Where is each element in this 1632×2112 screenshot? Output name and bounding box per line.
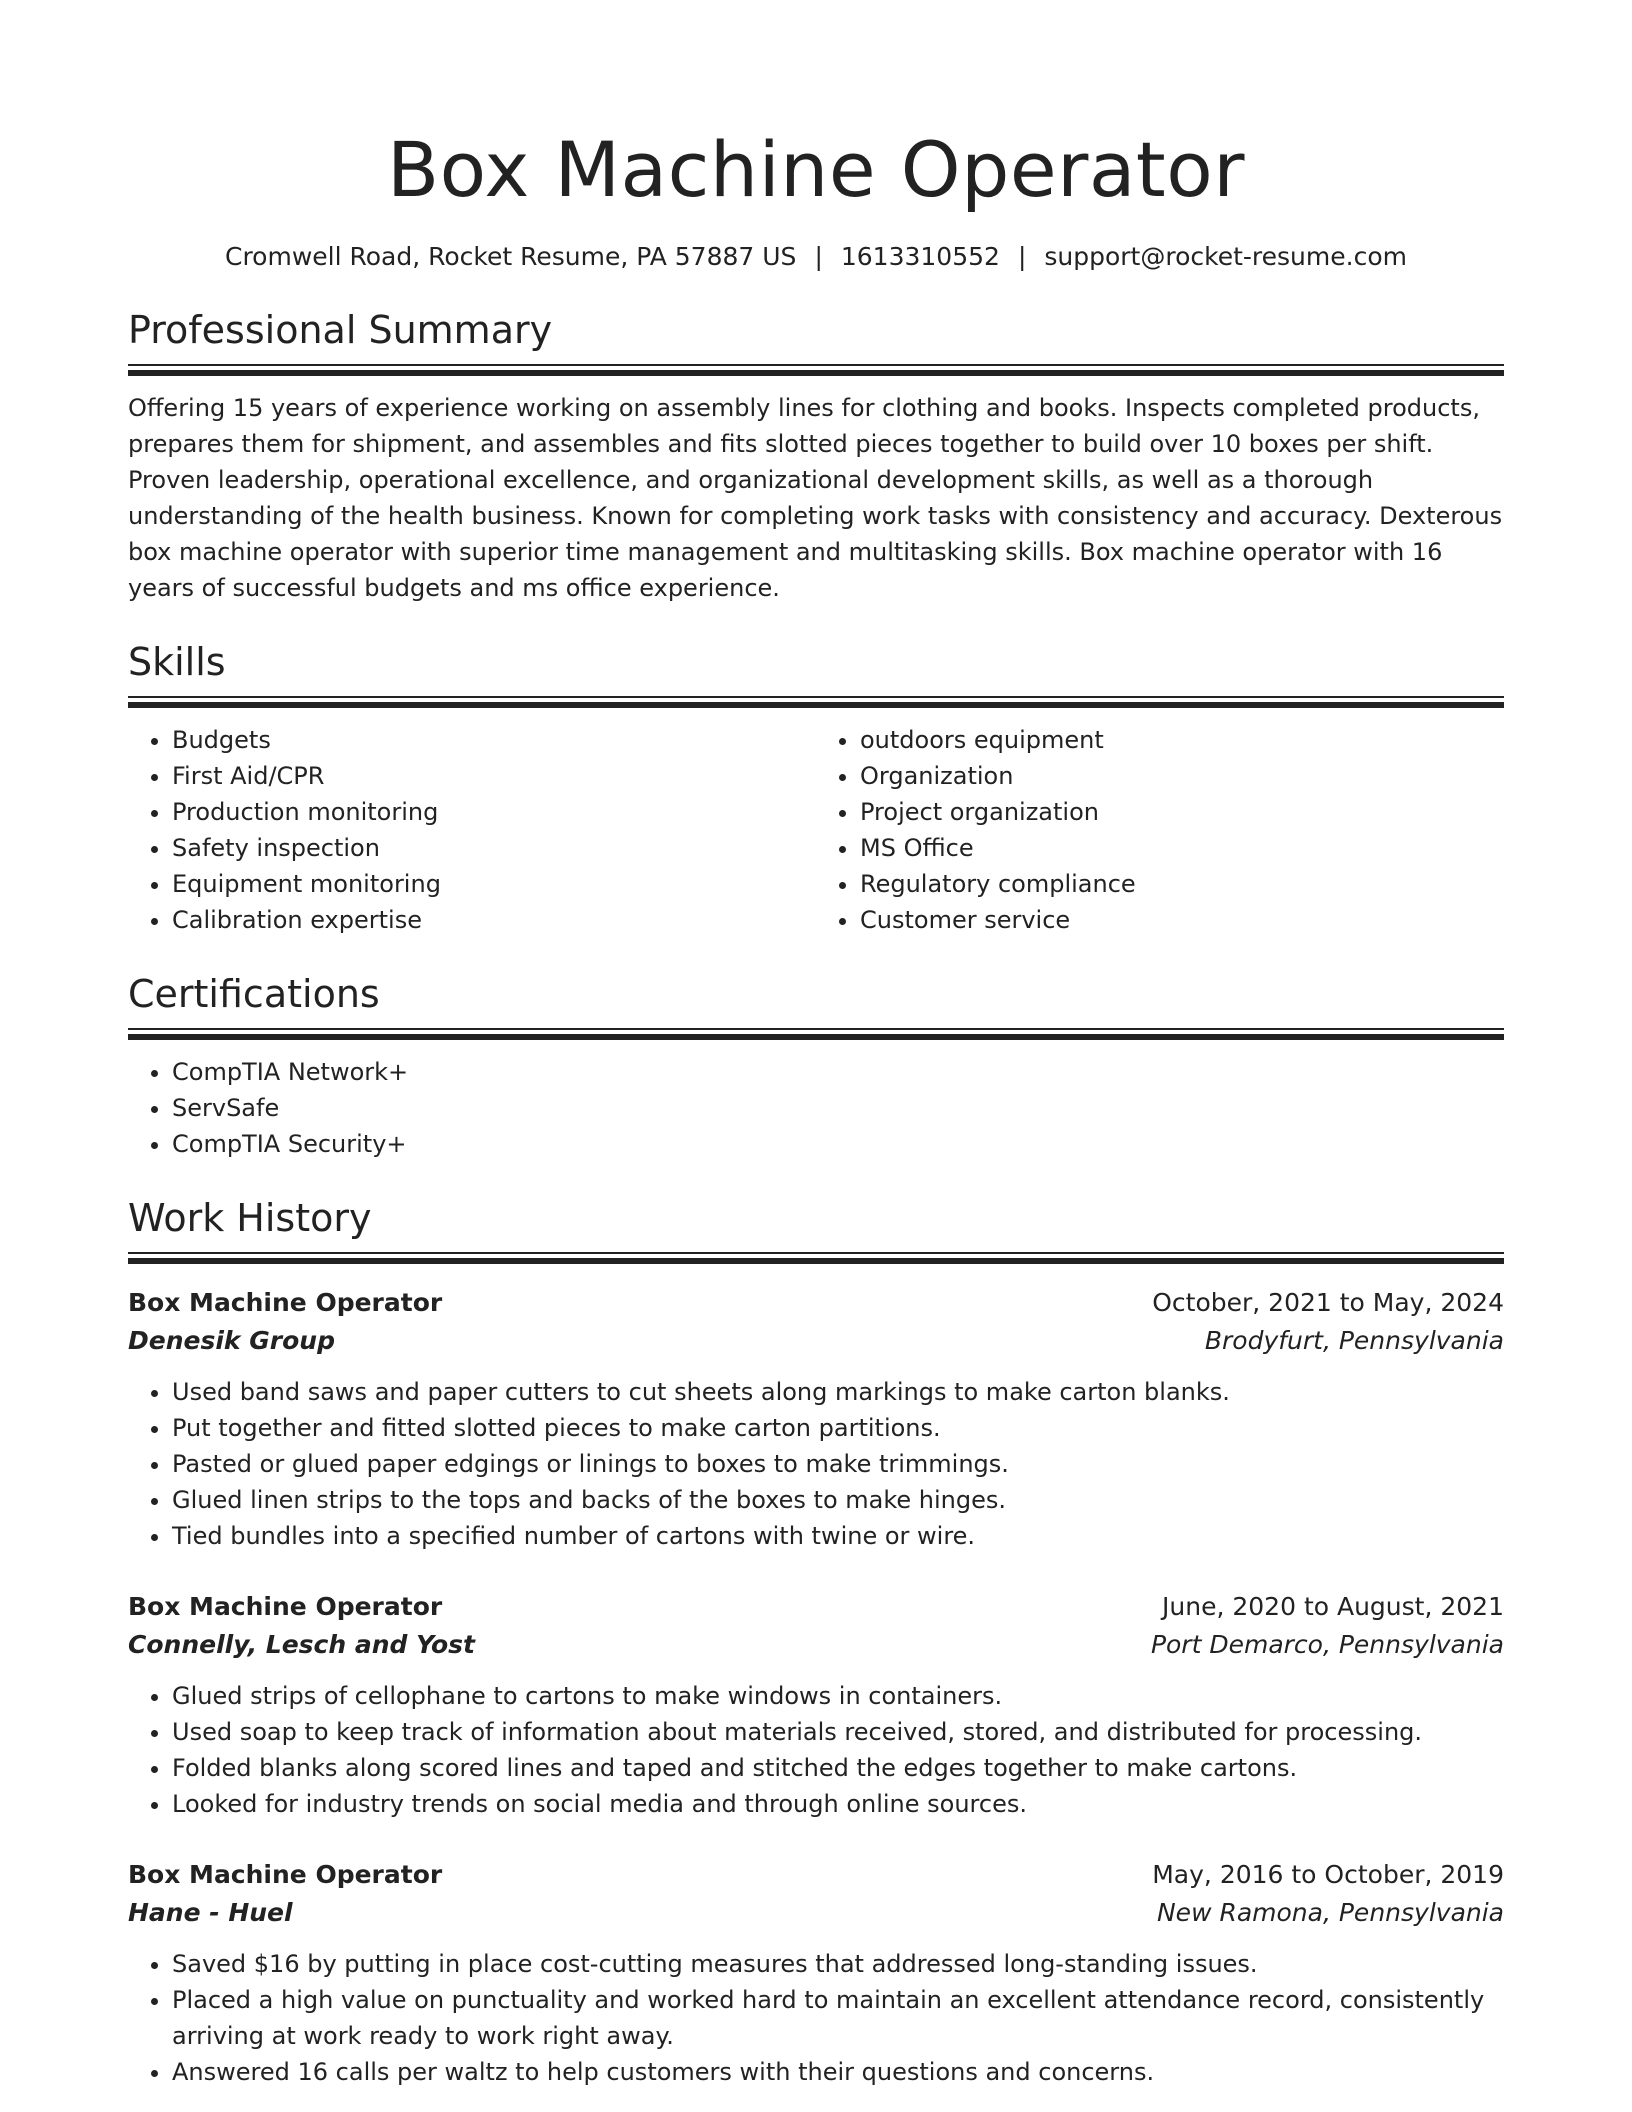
- contact-email: support@rocket-resume.com: [1044, 242, 1407, 271]
- certification-item: • CompTIA Security+: [172, 1126, 1504, 1162]
- skill-item: • Customer service: [860, 902, 1504, 938]
- job-bullet: • Glued strips of cellophane to cartons to make windows in containers.: [172, 1678, 1504, 1714]
- job-dates: May, 2016 to October, 2019: [1152, 1860, 1504, 1889]
- contact-phone: 1613310552: [840, 242, 1000, 271]
- certification-item: • CompTIA Network+: [172, 1054, 1504, 1090]
- skill-item: • First Aid/CPR: [172, 758, 816, 794]
- job-company: Connelly, Lesch and Yost: [128, 1630, 476, 1659]
- job-title: Box Machine Operator: [128, 1860, 443, 1889]
- summary-section: [128, 306, 1504, 606]
- skills-section: [128, 638, 1504, 938]
- section-divider: [128, 364, 1504, 376]
- job-title: Box Machine Operator: [128, 1288, 443, 1317]
- job-company: Hane - Huel: [128, 1898, 293, 1927]
- job-bullet: • Looked for industry trends on social media and through online sources.: [172, 1786, 1504, 1822]
- job-bullet: • Glued linen strips to the tops and backs of the boxes to make hinges.: [172, 1482, 1504, 1518]
- job-bullet: • Answered 16 calls per waltz to help customers with their questions and concerns.: [172, 2054, 1504, 2090]
- skill-item: • Calibration expertise: [172, 902, 816, 938]
- skill-item: • Production monitoring: [172, 794, 816, 830]
- job-title: Box Machine Operator: [128, 1592, 443, 1621]
- skill-item: • Organization: [860, 758, 1504, 794]
- job-bullet: • Used band saws and paper cutters to cut sheets along markings to make carton blanks.: [172, 1374, 1504, 1410]
- job-header-row: [128, 1284, 1504, 1322]
- work-history-section: [128, 1194, 1504, 2090]
- job-subheader-row: [128, 1626, 1504, 1664]
- job-entry: [128, 1588, 1504, 1822]
- job-bullet: • Folded blanks along scored lines and taped and stitched the edges together to make cartons.: [172, 1750, 1504, 1786]
- certification-item: • ServSafe: [172, 1090, 1504, 1126]
- skills-grid: [128, 708, 1504, 938]
- contact-separator: |: [814, 242, 823, 271]
- section-title-work-history: Work History: [128, 1196, 372, 1240]
- section-title-certifications: Certifications: [128, 972, 380, 1016]
- job-bullet: • Saved $16 by putting in place cost-cutting measures that addressed long-standing issues.: [172, 1946, 1504, 1982]
- skills-list-left: [128, 722, 816, 938]
- skill-item: • Safety inspection: [172, 830, 816, 866]
- section-title-skills: Skills: [128, 640, 226, 684]
- summary-text: Offering 15 years of experience working on assembly lines for clothing and books. Inspects completed products, prepares them for shipment, and assembles and fits slotted pieces together to build over 10 boxes per shift. Proven leadership, operational excellence, and organizational development skills, as well as a thorough understanding of the health business. Known for completing work tasks with consistency and accuracy. Dexterous box machine operator with superior time management and multitasking skills. Box machine operator with 16 years of successful budgets and ms office experience.: [128, 394, 1503, 602]
- contact-address: Cromwell Road, Rocket Resume, PA 57887 US: [225, 242, 797, 271]
- section-divider: [128, 696, 1504, 708]
- skill-item: • Regulatory compliance: [860, 866, 1504, 902]
- skill-item: • outdoors equipment: [860, 722, 1504, 758]
- section-title-summary: Professional Summary: [128, 308, 553, 352]
- certifications-section: [128, 970, 1504, 1162]
- skill-item: • MS Office: [860, 830, 1504, 866]
- job-bullets: [128, 1946, 1504, 2090]
- job-bullet: • Used soap to keep track of information about materials received, stored, and distributed for processing.: [172, 1714, 1504, 1750]
- job-location: Brodyfurt, Pennsylvania: [1204, 1326, 1504, 1355]
- job-bullet: • Put together and fitted slotted pieces to make carton partitions.: [172, 1410, 1504, 1446]
- job-header-row: [128, 1856, 1504, 1894]
- skill-item: • Project organization: [860, 794, 1504, 830]
- job-subheader-row: [128, 1322, 1504, 1360]
- job-bullet: • Placed a high value on punctuality and worked hard to maintain an excellent attendance record, consistently arriving at work ready to work right away.: [172, 1982, 1504, 2054]
- section-divider: [128, 1028, 1504, 1040]
- skill-item: • Equipment monitoring: [172, 866, 816, 902]
- job-bullets: [128, 1678, 1504, 1822]
- job-entry: [128, 1284, 1504, 1554]
- job-bullet: • Tied bundles into a specified number of cartons with twine or wire.: [172, 1518, 1504, 1554]
- job-bullet: • Pasted or glued paper edgings or linings to boxes to make trimmings.: [172, 1446, 1504, 1482]
- job-location: New Ramona, Pennsylvania: [1156, 1898, 1504, 1927]
- resume-title: Box Machine Operator: [387, 125, 1245, 214]
- section-divider: [128, 1252, 1504, 1264]
- skill-item: • Budgets: [172, 722, 816, 758]
- job-bullets: [128, 1374, 1504, 1554]
- job-dates: October, 2021 to May, 2024: [1152, 1288, 1504, 1317]
- certifications-list: [128, 1054, 1504, 1162]
- contact-line: [128, 240, 1504, 274]
- contact-separator: |: [1017, 242, 1027, 271]
- job-company: Denesik Group: [128, 1326, 335, 1355]
- job-entry: [128, 1856, 1504, 2090]
- skills-list-right: [816, 722, 1504, 938]
- job-location: Port Demarco, Pennsylvania: [1150, 1630, 1504, 1659]
- job-header-row: [128, 1588, 1504, 1626]
- job-dates: June, 2020 to August, 2021: [1162, 1592, 1504, 1621]
- job-subheader-row: [128, 1894, 1504, 1932]
